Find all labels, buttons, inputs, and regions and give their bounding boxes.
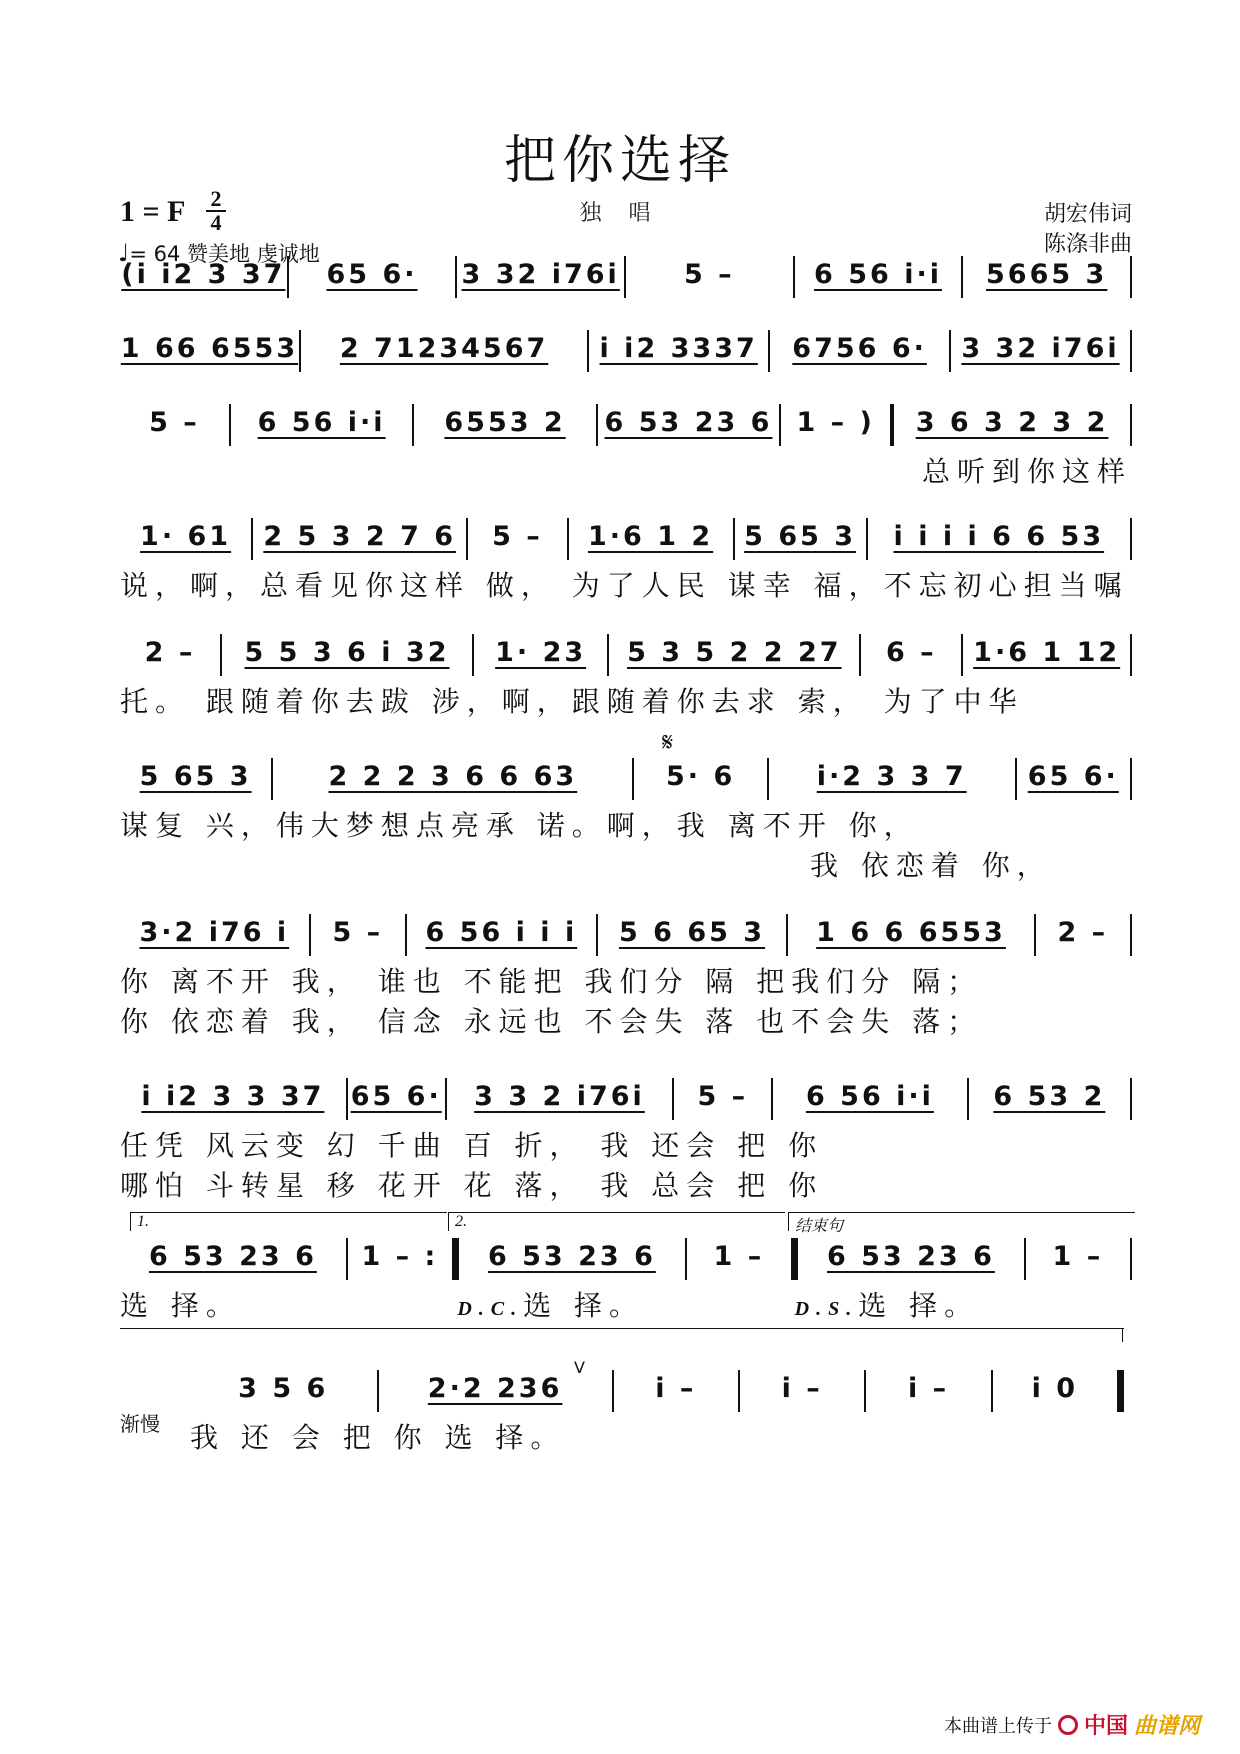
credits xyxy=(1044,200,1132,260)
site-logo-icon xyxy=(1058,1715,1078,1735)
lyric-segment: 选 择。 xyxy=(120,1289,241,1322)
lyric-line: 我 还 会 把 你 选 择。 xyxy=(190,1421,566,1454)
measure: 5 – xyxy=(684,259,735,290)
measure: i 0 xyxy=(1031,1373,1079,1404)
measure: 5· 6 xyxy=(666,761,736,792)
measure: i – xyxy=(655,1373,697,1404)
lyric-segment: D.S.选 择。 xyxy=(794,1289,980,1322)
measure: 5 5 3 6 i 32 xyxy=(244,637,450,668)
dc-marker: D.C. xyxy=(457,1298,524,1320)
measure: 6 56 i·i xyxy=(814,259,942,290)
score-row-4 xyxy=(120,520,1132,602)
measure: 1·6 1 12 xyxy=(973,637,1121,668)
expression-text: 赞美地 虔诚地 xyxy=(187,242,320,266)
volta-ending: 结束句 xyxy=(788,1212,1135,1231)
lyric-line: 你 离不开 我， 谁也 不能把 我们分 隔 把我们分 隔； xyxy=(120,965,983,998)
measure: i – xyxy=(781,1373,823,1404)
measure: i·2 3 3 7 xyxy=(816,761,967,792)
measure: 1·6 1 2 xyxy=(587,521,714,552)
time-signature-bottom: 4 xyxy=(210,210,222,235)
measure: 6 56 i·i xyxy=(257,407,386,438)
measure: 65 6· xyxy=(326,259,418,290)
measure: 2 – xyxy=(1057,917,1109,948)
lyric-line: 说，啊，总看见你这样 做， 为了人民 谋幸 福，不忘初心担当嘱 xyxy=(120,569,1129,602)
measure: i i i i 6 6 53 xyxy=(893,521,1105,552)
score-row-6 xyxy=(120,760,1132,882)
volta-2: 2. xyxy=(448,1212,785,1231)
measure: 1 – xyxy=(1052,1241,1104,1272)
lyric-line: 托。 跟随着你去跋 涉，啊，跟随着你去求 索， 为了中华 xyxy=(120,685,1024,718)
measure: i i2 3337 xyxy=(599,333,758,364)
measure: 5 – xyxy=(492,521,543,552)
measure: (i i2 3 37 xyxy=(121,259,286,290)
score-row-2 xyxy=(120,332,1132,402)
composer: 陈涤非曲 xyxy=(1043,232,1132,257)
measure: 2 71234567 xyxy=(339,333,549,364)
measure: 6 53 23 6 xyxy=(826,1241,995,1272)
score-row-1 xyxy=(120,258,1132,328)
lyric-line: 任凭 风云变 幻 千曲 百 折， 我 还会 把 你 xyxy=(120,1129,824,1162)
lyric-line: 谋复 兴，伟大梦想点亮承 诺。啊，我 离不开 你， xyxy=(120,809,919,842)
measure: 5 65 3 xyxy=(139,761,252,792)
lyric-line-alt: 你 依恋着 我， 信念 永远也 不会失 落 也不会失 落； xyxy=(120,1005,983,1038)
measure: i i2 3 3 37 xyxy=(141,1081,325,1112)
tempo-value: = 64 xyxy=(129,242,181,266)
measure: 3 5 6 xyxy=(238,1373,329,1404)
measure: 5 – xyxy=(149,407,200,438)
measure: 5 3 5 2 2 27 xyxy=(627,637,842,668)
measure: 6 56 i i i xyxy=(425,917,578,948)
song-title: 把你选择 xyxy=(503,131,736,191)
time-signature xyxy=(205,188,227,234)
tempo-change-label: 渐慢 xyxy=(120,1412,160,1436)
site-logo-name: 曲谱网 xyxy=(1133,1714,1200,1739)
measure: 5 – xyxy=(697,1081,749,1112)
quarter-note-icon: ♩ xyxy=(118,239,130,267)
score-row-3 xyxy=(120,406,1132,488)
measure: 5 – xyxy=(332,917,384,948)
measure: 6 – xyxy=(885,637,937,668)
measure: 3·2 i76 i xyxy=(139,917,290,948)
volta-1: 1. xyxy=(130,1212,447,1231)
time-signature-top: 2 xyxy=(210,186,222,211)
measure: 1 – : xyxy=(361,1241,439,1272)
lyricist: 胡宏伟词 xyxy=(1043,202,1132,227)
measure: 1· 61 xyxy=(140,521,232,552)
measure: 6 53 23 6 xyxy=(487,1241,656,1272)
measure: 2 5 3 2 7 6 xyxy=(263,521,457,552)
measure: 6 53 2 xyxy=(993,1081,1106,1112)
measure: 2 – xyxy=(144,637,196,668)
score-row-7 xyxy=(120,916,1132,1038)
measure: 5665 3 xyxy=(986,259,1108,290)
score-row-5 xyxy=(120,636,1132,718)
ds-marker: D.S. xyxy=(794,1298,859,1320)
measure: 1 – xyxy=(713,1241,765,1272)
performance-type: 独 唱 xyxy=(579,201,661,226)
measure: 65 6· xyxy=(1027,761,1119,792)
measure: 3 32 i76i xyxy=(461,259,620,290)
lyric-segment: D.C.选 择。 xyxy=(457,1289,645,1322)
measure: 2·2 236 xyxy=(427,1373,563,1404)
breath-mark: V xyxy=(574,1358,585,1377)
measure: 1· 23 xyxy=(495,637,587,668)
upload-text: 本曲谱上传于 xyxy=(943,1715,1052,1737)
score-row-8 xyxy=(120,1080,1132,1202)
lyric-line xyxy=(120,1286,1132,1329)
measure: 65 6· xyxy=(350,1081,442,1112)
measure: 2 2 2 3 6 6 63 xyxy=(328,761,578,792)
site-logo-cn: 中国 xyxy=(1083,1714,1128,1739)
measure: 6 53 23 6 xyxy=(604,407,773,438)
coda-line xyxy=(120,1328,1124,1329)
score-row-10 xyxy=(190,1372,1124,1454)
measure: 1 66 6553 xyxy=(120,333,299,364)
lyric-line: 总听到你这样 xyxy=(921,455,1132,488)
measure: 6553 2 xyxy=(444,407,566,438)
lyric-line-alt: 哪怕 斗转星 移 花开 花 落， 我 总会 把 你 xyxy=(120,1169,824,1202)
measure: 6756 6· xyxy=(792,333,927,364)
measure: i – xyxy=(907,1373,950,1404)
source-footer xyxy=(944,1709,1200,1740)
measure: 3 32 i76i xyxy=(961,333,1120,364)
measure: 3 3 2 i76i xyxy=(474,1081,645,1112)
coda-line-tick xyxy=(1122,1328,1123,1342)
measure: 6 53 23 6 xyxy=(148,1241,317,1272)
measure: 5 65 3 xyxy=(744,521,857,552)
score-row-9 xyxy=(120,1240,1132,1322)
measure: 1 – ) xyxy=(796,407,875,438)
lyric-line-alt: 我 依恋着 你， xyxy=(810,849,1052,882)
measure: 1 6 6 6553 xyxy=(816,917,1006,948)
measure: 6 56 i·i xyxy=(805,1081,934,1112)
measure: 5 6 65 3 xyxy=(618,917,766,948)
key-signature: 1 = F xyxy=(120,195,186,228)
measure: 3 6 3 2 3 2 xyxy=(915,407,1109,438)
segno-icon: 𝄋 xyxy=(662,728,674,758)
